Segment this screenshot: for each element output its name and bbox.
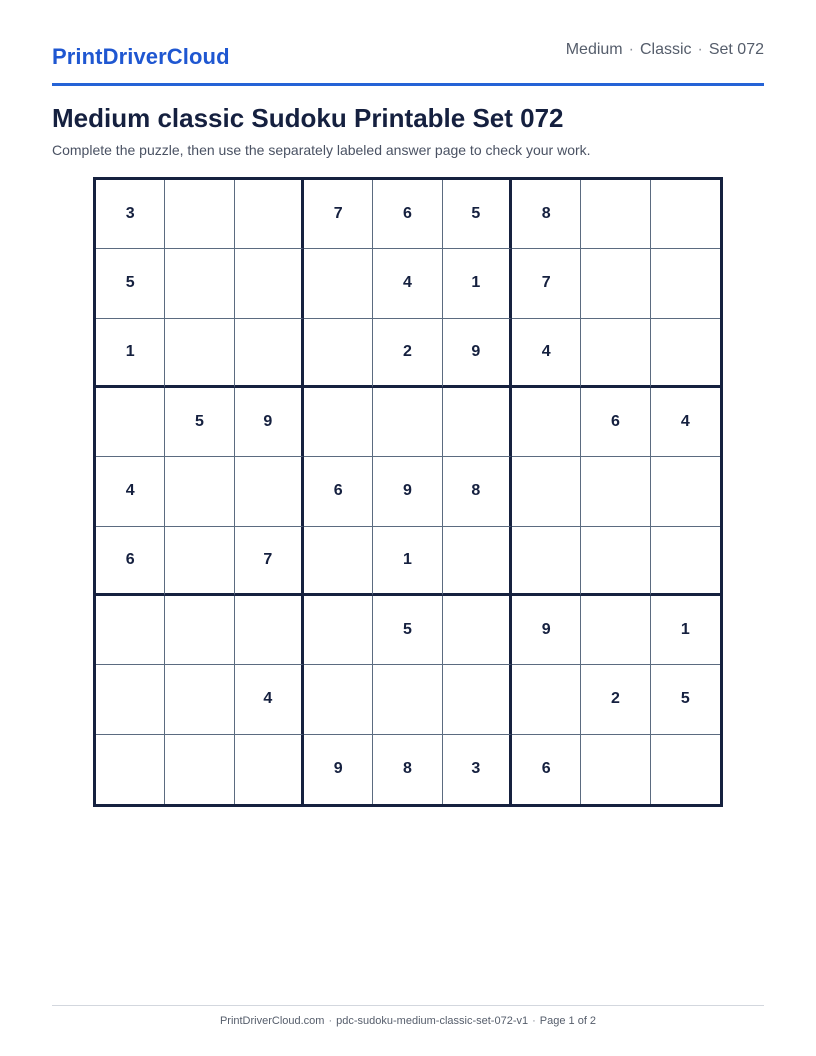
- empty-cell[interactable]: [581, 596, 650, 665]
- empty-cell[interactable]: [304, 665, 373, 734]
- given-cell: 6: [512, 735, 581, 804]
- empty-cell[interactable]: [235, 180, 304, 249]
- empty-cell[interactable]: [443, 388, 512, 457]
- empty-cell[interactable]: [581, 527, 650, 596]
- meta-style: Classic: [639, 41, 692, 58]
- empty-cell[interactable]: [165, 457, 234, 526]
- empty-cell[interactable]: [581, 180, 650, 249]
- empty-cell[interactable]: [651, 180, 720, 249]
- given-cell: 4: [96, 457, 165, 526]
- given-cell: 3: [96, 180, 165, 249]
- empty-cell[interactable]: [304, 388, 373, 457]
- empty-cell[interactable]: [373, 388, 442, 457]
- given-cell: 5: [651, 665, 720, 734]
- given-cell: 8: [512, 180, 581, 249]
- empty-cell[interactable]: [651, 735, 720, 804]
- empty-cell[interactable]: [581, 319, 650, 388]
- empty-cell[interactable]: [581, 249, 650, 318]
- empty-cell[interactable]: [304, 596, 373, 665]
- empty-cell[interactable]: [443, 596, 512, 665]
- given-cell: 3: [443, 735, 512, 804]
- page-subtitle: Complete the puzzle, then use the separately labeled answer page to check your work.: [52, 142, 591, 158]
- empty-cell[interactable]: [304, 319, 373, 388]
- meta-separator: ·: [628, 41, 634, 58]
- given-cell: 8: [373, 735, 442, 804]
- given-cell: 9: [512, 596, 581, 665]
- empty-cell[interactable]: [165, 249, 234, 318]
- empty-cell[interactable]: [304, 527, 373, 596]
- footer-doc-id: pdc-sudoku-medium-classic-set-072-v1: [336, 1015, 529, 1027]
- given-cell: 1: [443, 249, 512, 318]
- empty-cell[interactable]: [235, 319, 304, 388]
- empty-cell[interactable]: [651, 249, 720, 318]
- given-cell: 2: [581, 665, 650, 734]
- given-cell: 1: [96, 319, 165, 388]
- empty-cell[interactable]: [235, 596, 304, 665]
- empty-cell[interactable]: [443, 665, 512, 734]
- empty-cell[interactable]: [512, 665, 581, 734]
- meta-difficulty: Medium: [565, 41, 623, 58]
- footer-site: PrintDriverCloud.com: [219, 1015, 325, 1027]
- given-cell: 4: [512, 319, 581, 388]
- given-cell: 9: [373, 457, 442, 526]
- given-cell: 5: [373, 596, 442, 665]
- empty-cell[interactable]: [165, 319, 234, 388]
- footer-page-number: Page 1 of 2: [539, 1015, 597, 1027]
- empty-cell[interactable]: [512, 388, 581, 457]
- meta-set: Set 072: [708, 41, 764, 58]
- empty-cell[interactable]: [651, 527, 720, 596]
- empty-cell[interactable]: [581, 457, 650, 526]
- given-cell: 9: [235, 388, 304, 457]
- given-cell: 9: [443, 319, 512, 388]
- given-cell: 6: [373, 180, 442, 249]
- given-cell: 6: [581, 388, 650, 457]
- given-cell: 6: [304, 457, 373, 526]
- given-cell: 5: [165, 388, 234, 457]
- given-cell: 4: [651, 388, 720, 457]
- given-cell: 5: [443, 180, 512, 249]
- empty-cell[interactable]: [512, 527, 581, 596]
- empty-cell[interactable]: [443, 527, 512, 596]
- empty-cell[interactable]: [165, 665, 234, 734]
- empty-cell[interactable]: [165, 527, 234, 596]
- empty-cell[interactable]: [512, 457, 581, 526]
- empty-cell[interactable]: [651, 319, 720, 388]
- empty-cell[interactable]: [235, 249, 304, 318]
- empty-cell[interactable]: [96, 596, 165, 665]
- empty-cell[interactable]: [235, 735, 304, 804]
- given-cell: 7: [512, 249, 581, 318]
- given-cell: 1: [651, 596, 720, 665]
- footer-separator: ·: [328, 1015, 333, 1027]
- sudoku-grid: [93, 177, 723, 807]
- empty-cell[interactable]: [373, 665, 442, 734]
- empty-cell[interactable]: [96, 665, 165, 734]
- page-header: [52, 0, 764, 86]
- given-cell: 5: [96, 249, 165, 318]
- empty-cell[interactable]: [165, 596, 234, 665]
- meta-separator: ·: [697, 41, 703, 58]
- empty-cell[interactable]: [651, 457, 720, 526]
- empty-cell[interactable]: [96, 735, 165, 804]
- given-cell: 8: [443, 457, 512, 526]
- empty-cell[interactable]: [165, 180, 234, 249]
- given-cell: 4: [373, 249, 442, 318]
- given-cell: 6: [96, 527, 165, 596]
- footer-separator: ·: [532, 1015, 536, 1027]
- empty-cell[interactable]: [96, 388, 165, 457]
- given-cell: 1: [373, 527, 442, 596]
- given-cell: 7: [304, 180, 373, 249]
- empty-cell[interactable]: [581, 735, 650, 804]
- empty-cell[interactable]: [235, 457, 304, 526]
- given-cell: 4: [235, 665, 304, 734]
- brand-logo: PrintDriverCloud: [52, 44, 230, 69]
- page-title: Medium classic Sudoku Printable Set 072: [52, 103, 564, 133]
- given-cell: 7: [235, 527, 304, 596]
- puzzle-meta: [566, 41, 764, 59]
- empty-cell[interactable]: [165, 735, 234, 804]
- empty-cell[interactable]: [304, 249, 373, 318]
- given-cell: 9: [304, 735, 373, 804]
- given-cell: 2: [373, 319, 442, 388]
- page-footer: [52, 1005, 764, 1027]
